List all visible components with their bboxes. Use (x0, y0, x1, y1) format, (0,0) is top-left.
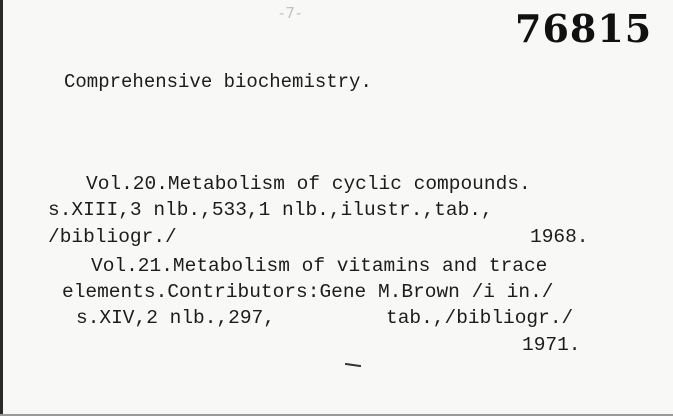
card-left-edge (0, 0, 3, 416)
ink-mark (345, 363, 361, 367)
vol20-description-line: s.XIII,3 nlb.,533,1 nlb.,ilustr.,tab., (48, 199, 493, 221)
vol20-year: 1968. (530, 226, 589, 248)
pencil-mark: -7- (279, 4, 303, 22)
vol21-year: 1971. (522, 334, 581, 356)
vol20-bibliography: /bibliogr./ (48, 226, 177, 248)
vol20-title-line: Vol.20.Metabolism of cyclic compounds. (86, 173, 531, 195)
vol21-contributors-line: elements.Contributors:Gene M.Brown /i in./ (62, 281, 554, 303)
collection-title: Comprehensive biochemistry. (64, 71, 372, 93)
vol21-bibliography: tab.,/bibliogr./ (386, 307, 574, 329)
accession-number: 76815 (515, 6, 653, 51)
vol21-title-line: Vol.21.Metabolism of vitamins and trace (91, 255, 548, 277)
vol21-description-line: s.XIV,2 nlb.,297, (76, 307, 275, 329)
